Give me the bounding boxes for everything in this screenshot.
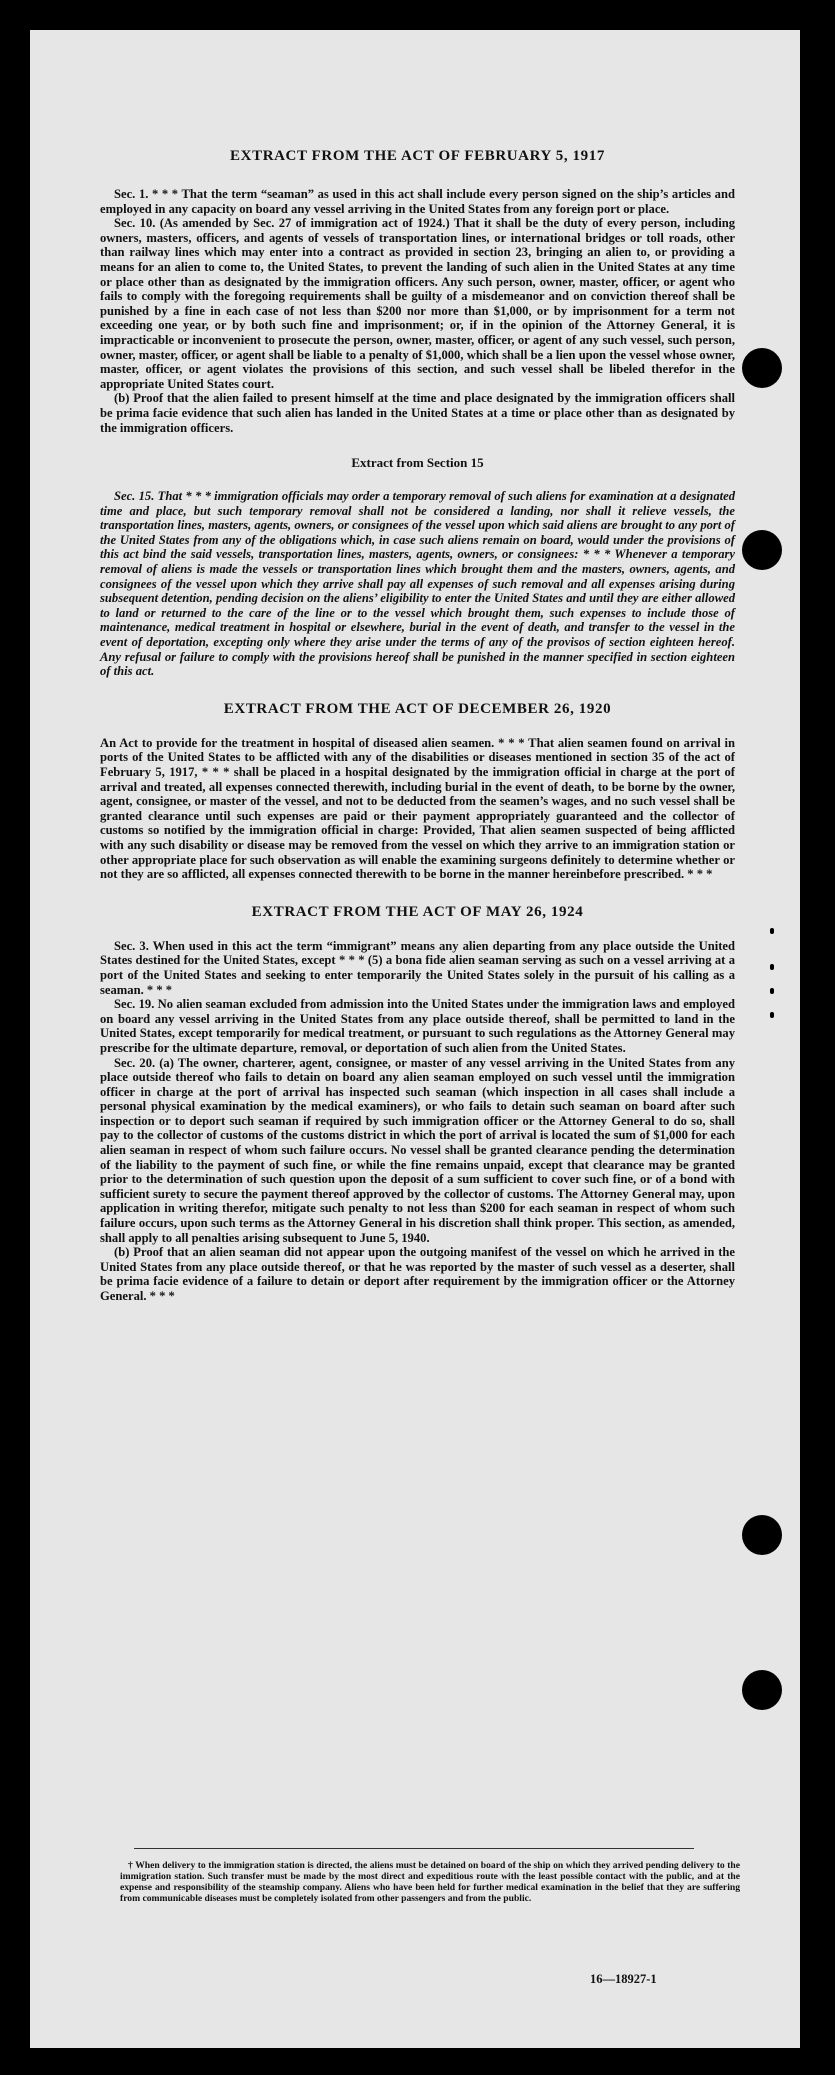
section-10-paragraph: Sec. 10. (As amended by Sec. 27 of immigration act of 1924.) That it shall be the duty of every person, including owners, masters, officers, and agents of vessels of transportation lines, or international bridges or toll roads, other than railway lines which may enter into a contract as provided in section 23, bringing an alien to, or providing a means for an alien to come to, the United States, to prevent the landing of such alien in the United States at any time or place other than as designated by the immigration officers. Any such person, owner, master, officer, or agent who fails to comply with the foregoing requirements shall be guilty of a misdemeanor and on conviction thereof shall be punished by a fine in each case of not less than $200 nor more than $1,000, or by imprisonment for a term not exceeding one year, or by both such fine and imprisonment; or, if in the opinion of the Attorney General, it is impracticable or inconvenient to prosecute the person, owner, master, officer, or agent of any such vessel, such person, owner, master, officer, or agent shall be liable to a penalty of $1,000, which shall be a lien upon the vessel whose owner, master, officer, or agent violates the provisions of this section, and such vessel shall be libeled therefor in the appropriate United States court. (100, 216, 735, 391)
act-1920-paragraph: An Act to provide for the treatment in hospital of diseased alien seamen. * * * That alien seamen found on arrival in ports of the United States to be afflicted with any of the disabilities or diseases mentioned in section 35 of the act of February 5, 1917, * * * shall be placed in a hospital designated by the immigration official in charge at the port of arrival and treated, all expenses connected therewith, including burial in the event of death, to be borne by the owner, agent, consignee, or master of the vessel, and not to be deducted from the seamen’s wages, and no such vessel shall be granted clearance until such expenses are paid or their payment appropriately guaranteed and the collector of customs so notified by the immigration official in charge: Provided, That alien seamen suspected of being afflicted with any such disability or disease may be removed from the vessel on which they arrive to an immigration station or other appropriate place for such observation as will enable the examining surgeons definitely to determine whether or not they are so afflicted, all expenses connected therewith to be borne in the manner hereinbefore prescribed. * * * (100, 735, 735, 882)
punch-hole-1 (742, 348, 782, 388)
section-10-b-paragraph: (b) Proof that the alien failed to present himself at the time and place designated by the immigration officers shall be prima facie evidence that such alien has landed in the United States at a time or place other than as designated by the immigration officers. (100, 391, 735, 435)
punch-hole-4 (742, 1670, 782, 1710)
document-body (100, 148, 735, 1304)
heading-act-1920: EXTRACT FROM THE ACT OF DECEMBER 26, 1920 (223, 700, 612, 717)
heading-act-1924: EXTRACT FROM THE ACT OF MAY 26, 1924 (251, 903, 584, 920)
section-15-paragraph: Sec. 15. That * * * immigration officials may order a temporary removal of such aliens for examination at a designated time and place, but such temporary removal shall not be considered a landing, nor shall it relieve vessels, the transportation lines, masters, agents, owners, or consignees of the vessel upon which said aliens are brought to any port of the United States from any of the obligations which, in case such aliens remain on board, would under the provisions of this act bind the said vessels, transportation lines, masters, agents, owners, or consignees: * * * Whenever a temporary removal of aliens is made the vessels or transportation lines which brought them and the masters, owners, agents, and consignees of the vessel upon which they arrive shall pay all expenses of such removal and all expenses arising during subsequent detention, pending decision on the aliens’ eligibility to enter the United States and until they are either allowed to land or returned to the care of the line or to the vessel which brought them, such expenses to include those of maintenance, medical treatment in hospital or elsewhere, burial in the event of death, and transfer to the vessel in the event of deportation, excepting only where they arise under the terms of any of the provisos of section eighteen hereof. Any refusal or failure to comply with the provisions hereof shall be punished in the manner specified in section eighteen of this act. (100, 489, 735, 679)
punch-hole-3 (742, 1515, 782, 1555)
footnote-text: † When delivery to the immigration station is directed, the aliens must be detained on board of the ship on which they arrived pending delivery to the immigration station. Such transfer must be made by the most direct and expeditious route with the least possible contact with the public, and at the expense and responsibility of the steamship company. Aliens who have been held for further medical examination in the belief that they are suffering from communicable diseases must be completely isolated from other passengers and from the public. (120, 1860, 740, 1904)
margin-dot-2 (770, 964, 774, 970)
section-1-paragraph: Sec. 1. * * * That the term “seaman” as used in this act shall include every person signed on the ship’s articles and employed in any capacity on board any vessel arriving in the United States from any foreign port or place. (100, 187, 735, 216)
margin-dot-3 (770, 988, 774, 994)
footnote (120, 1860, 740, 1904)
section-20-a-paragraph: Sec. 20. (a) The owner, charterer, agent, consignee, or master of any vessel arriving in the United States from any place outside thereof who fails to detain on board any alien seaman employed on such vessel until the immigration officer in charge at the port of arrival has inspected such seaman (which inspection in all cases shall include a personal physical examination by the medical examiners), or who fails to detain such seaman on board after such inspection or to deport such seaman if required by such immigration officer or the Attorney General to do so, shall pay to the collector of customs of the customs district in which the port of arrival is located the sum of $1,000 for each alien seaman in respect of whom such failure occurs. No vessel shall be granted clearance pending the determination of the liability to the payment of such fine, or while the fine remains unpaid, except that clearance may be granted prior to the determination of such question upon the deposit of a sum sufficient to cover such fine, or of a bond with sufficient surety to secure the payment thereof approved by the collector of customs. The Attorney General may, upon application in writing therefor, mitigate such penalty to not less than $200 for each seaman in respect of whom such failure occurs, upon such terms as the Attorney General in his discretion shall think proper. This section, as amended, shall apply to all penalties arising subsequent to June 5, 1940. (100, 1055, 735, 1245)
file-code: 16—18927-1 (590, 1972, 657, 1986)
section-3-paragraph: Sec. 3. When used in this act the term “immigrant” means any alien departing from any place outside the United States destined for the United States, except * * * (5) a bona fide alien seaman serving as such on a vessel arriving at a port of the United States and seeking to enter temporarily the United States solely in the pursuit of his calling as a seaman. * * * (100, 938, 735, 997)
margin-dot-4 (770, 1012, 774, 1018)
section-20-b-paragraph: (b) Proof that an alien seaman did not appear upon the outgoing manifest of the vessel on which he arrived in the United States from any place outside thereof, or that he was reported by the master of such vessel as a deserter, shall be prima facie evidence of a failure to detain or deport after requirement by the immigration officer or the Attorney General. * * * (100, 1245, 735, 1303)
subheading-section-15: Extract from Section 15 (351, 455, 484, 471)
section-19-paragraph: Sec. 19. No alien seaman excluded from admission into the United States under the immigration laws and employed on board any vessel arriving in the United States from any place outside thereof, shall be permitted to land in the United States, except temporarily for medical treatment, or pursuant to such regulations as the Attorney General may prescribe for the ultimate departure, removal, or deportation of such alien from the United States. (100, 997, 735, 1055)
document-page (30, 30, 800, 2048)
margin-dot-1 (770, 928, 774, 934)
footnote-divider (134, 1848, 694, 1849)
heading-act-1917: EXTRACT FROM THE ACT OF FEBRUARY 5, 1917 (230, 148, 605, 164)
punch-hole-2 (742, 530, 782, 570)
